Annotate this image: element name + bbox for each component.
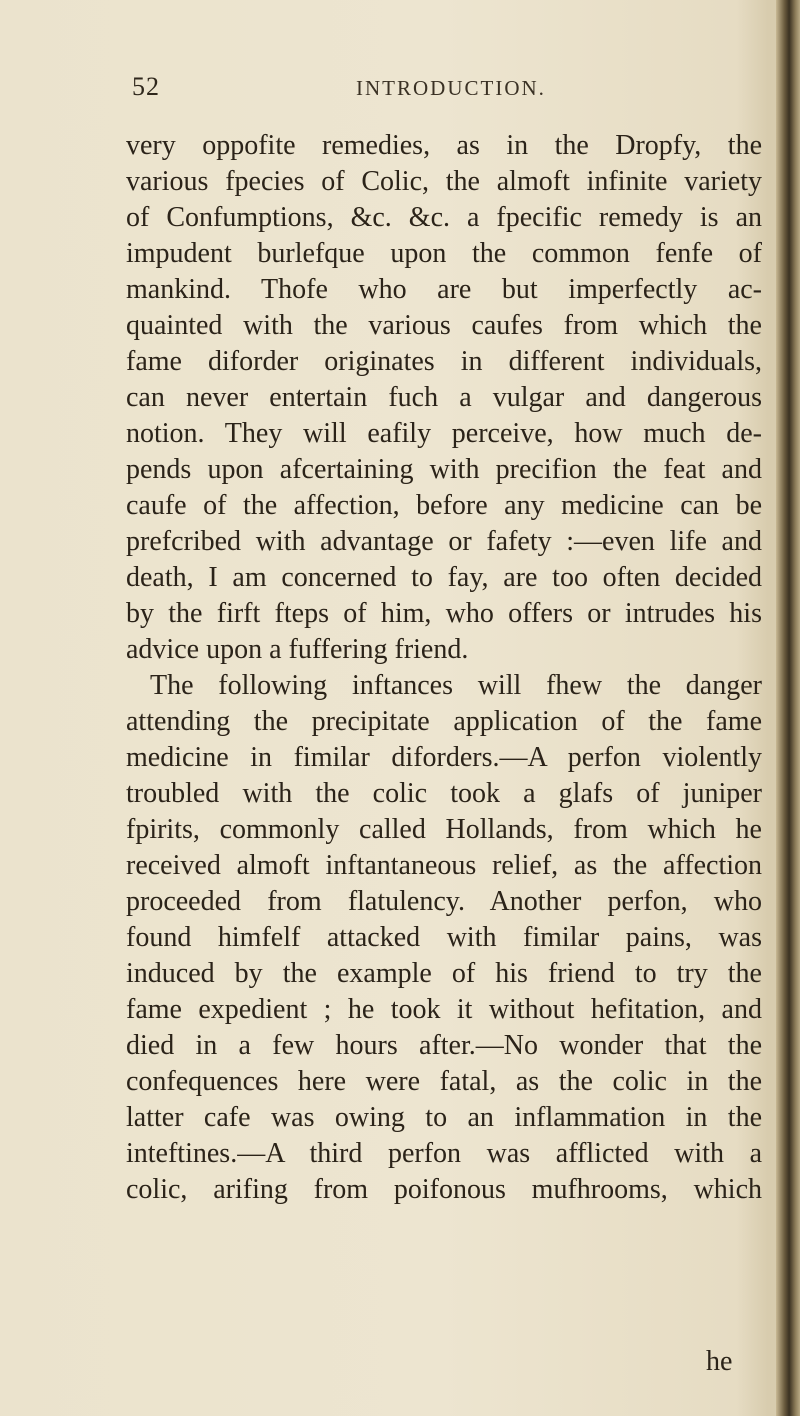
text-line: colic, arifing from poifonous mufhrooms, which bbox=[126, 1174, 762, 1205]
running-head: INTRODUCTION. bbox=[356, 76, 546, 100]
text-line: fame expedient ; he took it without hefitation, and bbox=[126, 994, 762, 1025]
text-line: troubled with the colic took a glafs of juniper bbox=[126, 778, 762, 809]
text-line: impudent burlefque upon the common fenfe of bbox=[126, 238, 762, 269]
text-line: latter cafe was owing to an inflammation in the bbox=[126, 1102, 762, 1133]
text-line: found himfelf attacked with fimilar pains, was bbox=[126, 922, 762, 953]
text-line: very oppofite remedies, as in the Dropfy, the bbox=[126, 130, 762, 161]
page-number: 52 bbox=[132, 72, 160, 101]
text-line: by the firft fteps of him, who offers or intrudes his bbox=[126, 598, 762, 629]
text-line: inteftines.—A third perfon was afflicted with a bbox=[126, 1138, 762, 1169]
catchword: he bbox=[706, 1346, 733, 1377]
text-line: medicine in fimilar diforders.—A perfon violently bbox=[126, 742, 762, 773]
text-line: of Confumptions, &c. &c. a fpecific remedy is an bbox=[126, 202, 762, 233]
text-line: notion. They will eafily perceive, how much de- bbox=[126, 418, 762, 449]
text-line: pends upon afcertaining with precifion the feat and bbox=[126, 454, 762, 485]
text-line: attending the precipitate application of the fame bbox=[126, 706, 762, 737]
text-line: died in a few hours after.—No wonder that the bbox=[126, 1030, 762, 1061]
text-line: various fpecies of Colic, the almoft infinite variety bbox=[126, 166, 762, 197]
text-line: advice upon a fuffering friend. bbox=[126, 634, 469, 665]
page-binding-edge bbox=[776, 0, 800, 1416]
text-line: The following inftances will fhew the danger bbox=[150, 670, 762, 701]
text-line: death, I am concerned to fay, are too often decided bbox=[126, 562, 762, 593]
text-line: induced by the example of his friend to try the bbox=[126, 958, 762, 989]
page-header bbox=[132, 72, 552, 108]
text-line: can never entertain fuch a vulgar and dangerous bbox=[126, 382, 762, 413]
text-line: quainted with the various caufes from which the bbox=[126, 310, 762, 341]
text-line: received almoft inftantaneous relief, as the affection bbox=[126, 850, 762, 881]
text-line: caufe of the affection, before any medicine can be bbox=[126, 490, 762, 521]
text-line: prefcribed with advantage or fafety :—even life and bbox=[126, 526, 762, 557]
text-line: mankind. Thofe who are but imperfectly ac- bbox=[126, 274, 762, 305]
text-line: fpirits, commonly called Hollands, from which he bbox=[126, 814, 762, 845]
text-line: confequences here were fatal, as the colic in the bbox=[126, 1066, 762, 1097]
text-line: fame diforder originates in different individuals, bbox=[126, 346, 762, 377]
text-line: proceeded from flatulency. Another perfon, who bbox=[126, 886, 762, 917]
